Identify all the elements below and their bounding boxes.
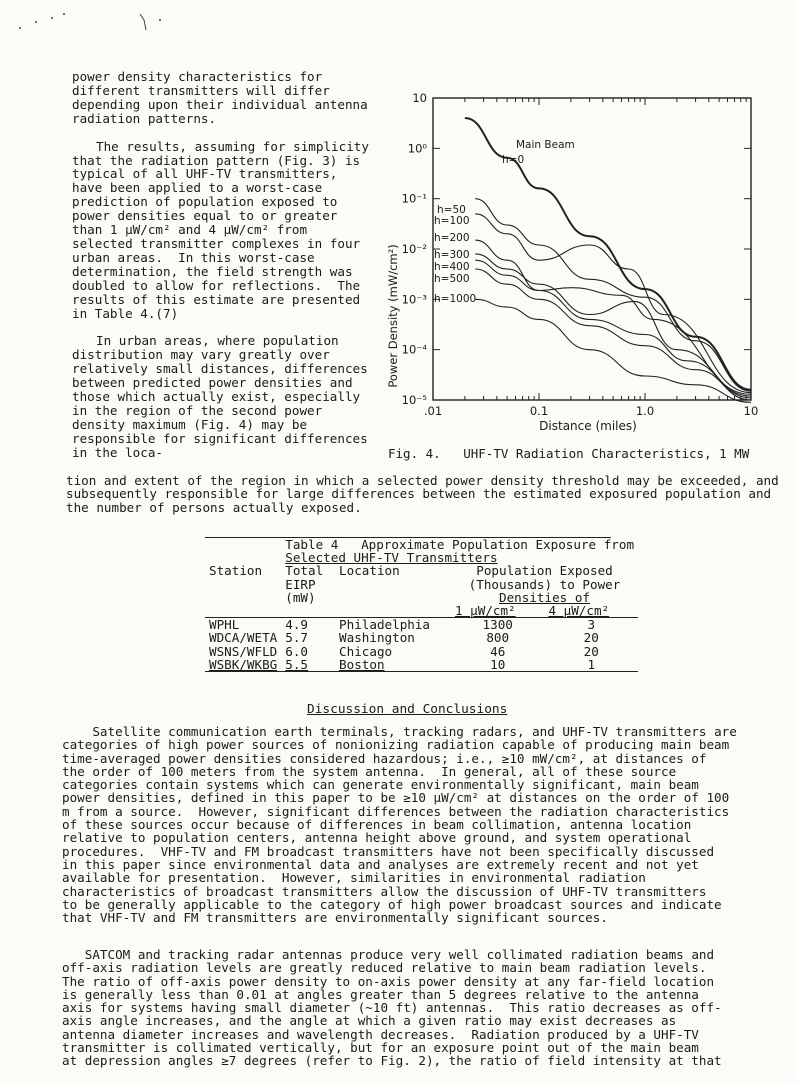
table-cell-station: WSBK/WKBG: [209, 656, 278, 672]
col-header-station: Station: [209, 563, 263, 579]
table-cell-location: Boston: [339, 656, 385, 672]
table-row: [205, 658, 638, 672]
table-4: [205, 538, 638, 672]
chart-axes: [433, 98, 751, 400]
discussion-paragraph-1: Satellite communication earth terminals, tracking radars, and UHF-TV transmitters are categories of high power sources of nonionizing radiation capable of producing main beam time-averaged power densities considered hazardous; i.e., ≥10 mW/cm², at distances of the order of 100 meters from the system antenna. In general, all of these source categories contain systems which can generate environmentally significant, main beam power densities, defined in this paper to be ≥10 µW/cm² at distances on the order of 100 m from a source. However, significant differences between the radiation characteristics of these sources occur because of differences in beam collimation, antenna location relative to population centers, antenna height above ground, and system operational procedures. VHF-TV and FM broadcast transmitters have not been specifically discussed in this paper since environmental data and analyses are extremely recent and not yet available for presentation. However, similarities in environmental radiation characteristics of broadcast transmitters allow the discussion of UHF-TV transmitters to be generally applicable to the category of high power broadcast sources and indicate that VHF-TV and FM transmitters are environmentally significant sources.: [62, 724, 737, 926]
x-tick-label: 0.1: [529, 404, 549, 418]
col-header-pop-3: Densities of: [499, 589, 590, 605]
series-line: [475, 214, 751, 393]
table-cell-p4: 20: [583, 630, 599, 646]
col-header-1uw: 1 µW/cm²: [454, 603, 516, 619]
table-cell-p1: 800: [486, 630, 510, 646]
y-tick-label: 10⁻⁵: [401, 393, 427, 407]
table-cell-location: Chicago: [339, 643, 393, 659]
table-cell-station: WSNS/WFLD: [209, 643, 278, 659]
col-header-pop-2: (Thousands) to Power: [468, 576, 621, 592]
section-heading: Discussion and Conclusions: [307, 702, 508, 717]
y-tick-label: 10⁻¹: [401, 191, 427, 206]
paragraph-1: power density characteristics for different transmitters will differ depending upon their individual antenna radiation patterns.: [72, 69, 376, 126]
table-cell-eirp: 4.9: [285, 617, 308, 633]
col-header-eirp-2: EIRP: [285, 576, 316, 592]
table-subtitle: Selected UHF-TV Transmitters: [285, 550, 498, 566]
table-cell-eirp: 5.7: [285, 630, 308, 646]
curve-annotation: Main Beam: [516, 139, 575, 151]
table-cell-eirp: 6.0: [285, 643, 308, 659]
curve-annotation: h=300: [434, 249, 470, 261]
col-header-eirp-1: Total: [285, 563, 324, 579]
table-cell-station: WDCA/WETA: [209, 630, 278, 646]
table-row: [205, 645, 638, 658]
table-row: [205, 631, 638, 644]
series-line: [475, 299, 751, 402]
curve-annotation: h=500: [434, 273, 470, 285]
x-tick-label: 10: [743, 404, 759, 418]
table-cell-p1: 46: [490, 643, 506, 659]
continuation-text: tion and extent of the region in which a selected power density threshold may be exceeded, and subsequently responsible for large differences between the estimated exposured population and the number of persons actually exposed.: [66, 473, 787, 515]
series-line: [475, 269, 751, 400]
table-cell-eirp: 5.5: [285, 656, 308, 672]
y-tick-label: 10⁻³: [401, 292, 427, 307]
curve-annotation: h=1000: [434, 293, 477, 305]
figure-caption: Fig. 4. UHF-TV Radiation Characteristics, 1 MW: [388, 446, 750, 461]
table-cell-p4: 20: [583, 643, 599, 659]
col-header-eirp-3: (mW): [285, 589, 316, 605]
table-cell-p1: 1300: [482, 617, 513, 633]
table-cell-station: WPHL: [209, 617, 240, 633]
paragraph-2: The results, assuming for simplicity that the radiation pattern (Fig. 3) is typical of all UHF-TV transmitters, have been applied to a worst-case prediction of population exposed to power densities equal to or greater than 1 µW/cm² and 4 µW/cm² from selected transmitter complexes in four urban areas. In this worst-case determination, the field strength was doubled to allow for reflections. The results of this estimate are presented in Table 4.(7): [72, 138, 377, 321]
table-title: Table 4 Approximate Population Exposure from: [285, 537, 635, 552]
figure-4-chart: [383, 84, 763, 444]
curve-annotation: h=50: [437, 204, 466, 216]
table-row: [205, 618, 638, 632]
y-tick-label: 10: [412, 91, 427, 105]
col-header-4uw: 4 µW/cm²: [548, 603, 610, 619]
table-cell-p4: 3: [587, 617, 596, 633]
scan-marks: [0, 0, 200, 40]
curve-annotation: h=400: [434, 261, 470, 273]
plot-frame: [433, 98, 751, 400]
y-tick-label: 10⁻⁴: [401, 342, 427, 357]
y-tick-label: 10⁰: [407, 141, 427, 156]
discussion-paragraph-2: SATCOM and tracking radar antennas produce very well collimated radiation beams and off-axis radiation levels are greatly reduced relative to main beam radiation levels. The ratio of off-axis power density to on-axis power density at any far-field location is generally less than 0.01 at angles greater than 5 degrees relative to the antenna axis for systems having small diameter (~10 ft) antennas. This ratio decreases as off- axis angle increases, and the angle at which a given ratio may exist decreases as antenna diameter increases and wavelength decreases. Radiation produced by a UHF-TV transmitter is collimated vertically, but for an exposure point out of the main beam at depression angles ≥7 degrees (refer to Fig. 2), the ratio of field intensity at that: [62, 947, 722, 1069]
y-tick-label: 10⁻²: [401, 242, 427, 256]
x-tick-label: 1.0: [635, 404, 655, 418]
curve-annotation: h=0: [502, 154, 525, 166]
x-tick-label: .01: [423, 404, 443, 418]
chart-ylabel: Power Density (mW/cm²): [386, 244, 400, 388]
series-line: [475, 240, 751, 394]
chart-xlabel: Distance (miles): [539, 419, 637, 433]
curve-annotation: h=100: [434, 215, 470, 227]
table-cell-p4: 1: [587, 656, 596, 672]
curve-annotation: h=200: [434, 232, 470, 244]
table-cell-p1: 10: [490, 656, 506, 672]
table-cell-location: Washington: [339, 630, 415, 646]
table-cell-location: Philadelphia: [339, 617, 431, 633]
series-line: [475, 260, 751, 398]
col-header-pop-1: Population Exposed: [476, 563, 613, 579]
paragraph-3: In urban areas, where population distribution may vary greatly over relatively small distances, differences between predicted power densities and those which actually exist, especially in the region of the second power density maximum (Fig. 4) may be responsible for significant differences in the loca-: [72, 333, 376, 460]
col-header-location: Location: [339, 563, 400, 579]
left-column: [72, 69, 377, 460]
chart-annotations: [434, 139, 575, 305]
